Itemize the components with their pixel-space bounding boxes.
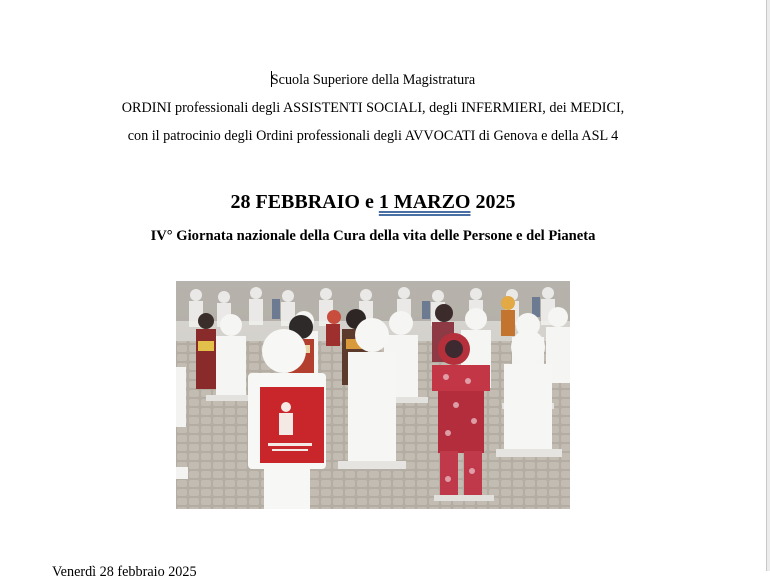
event-date-part-1: 28 FEBBRAIO e [230,191,379,213]
next-line-partial: Venerdì 28 febbraio 2025 [52,564,197,580]
event-date-part-3: 2025 [470,191,516,213]
event-date-heading [0,189,746,215]
organizer-line-2: ORDINI professionali degli ASSISTENTI SOCIALI, degli INFERMIERI, dei MEDICI, [121,100,625,116]
page-edge-scroll-area [766,0,770,571]
organizer-text-1: Scuola Superiore della Magistratura [270,72,476,88]
organizer-line-1[interactable] [0,71,746,89]
event-title: IV° Giornata nazionale della Cura della vita delle Persone e del Pianeta [150,228,596,244]
silhouettes-photo[interactable] [176,281,570,509]
organizer-line-3: con il patrocinio degli Ordini professionali degli AVVOCATI di Genova e della ASL 4 [127,128,619,144]
event-date-part-2-spellcheck: 1 MARZO [378,191,471,213]
photo-illustration [176,281,570,509]
